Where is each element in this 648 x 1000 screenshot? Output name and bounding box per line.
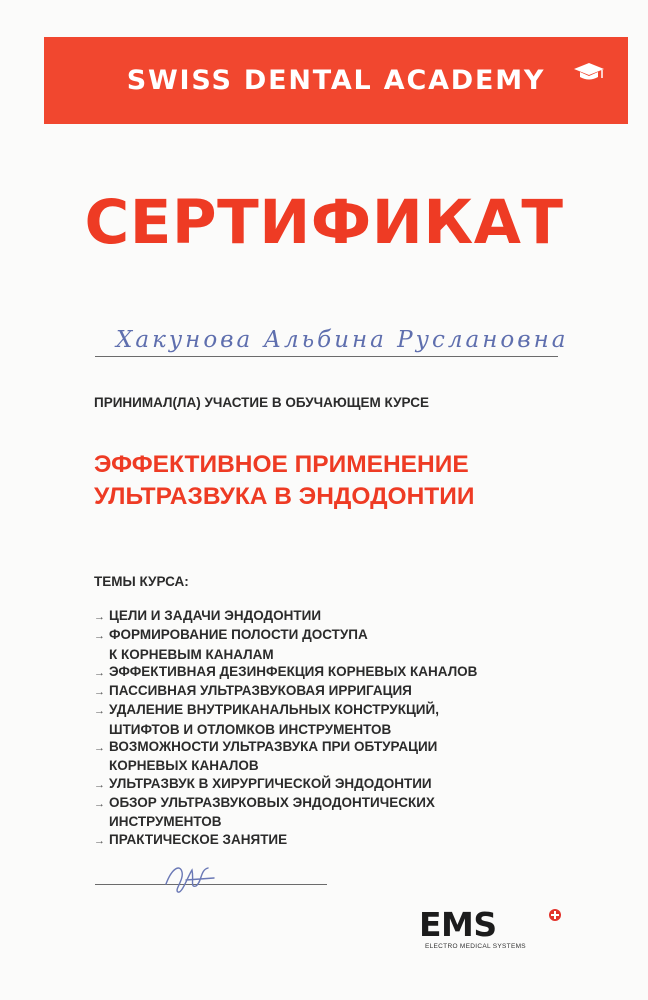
participation-statement: ПРИНИМАЛ(ЛА) УЧАСТИЕ В ОБУЧАЮЩЕМ КУРСЕ <box>94 395 429 410</box>
arrow-right-icon: → <box>94 686 105 699</box>
topic-text: ПАССИВНАЯ УЛЬТРАЗВУКОВАЯ ИРРИГАЦИЯ <box>109 683 412 699</box>
name-underline <box>95 356 558 357</box>
arrow-right-icon: → <box>94 742 105 755</box>
ems-wordmark: EMS <box>419 905 497 944</box>
topic-text: ВОЗМОЖНОСТИ УЛЬТРАЗВУКА ПРИ ОБТУРАЦИИ <box>109 739 438 755</box>
arrow-right-icon: → <box>94 630 105 643</box>
topic-text: ОБЗОР УЛЬТРАЗВУКОВЫХ ЭНДОДОНТИЧЕСКИХ <box>109 794 435 810</box>
topic-item <box>94 794 477 831</box>
topic-item <box>94 626 477 663</box>
certificate-title: СЕРТИФИКАТ <box>84 187 564 258</box>
topic-text: ЦЕЛИ И ЗАДАЧИ ЭНДОДОНТИИ <box>109 608 322 623</box>
topic-text: ФОРМИРОВАНИЕ ПОЛОСТИ ДОСТУПА <box>109 627 368 643</box>
topic-item <box>94 607 477 626</box>
topic-text-continuation: КОРНЕВЫХ КАНАЛОВ <box>109 758 259 774</box>
topic-text: ЭФФЕКТИВНАЯ ДЕЗИНФЕКЦИЯ КОРНЕВЫХ КАНАЛОВ <box>109 663 478 679</box>
swiss-cross-icon <box>549 909 561 921</box>
topic-text: УДАЛЕНИЕ ВНУТРИКАНАЛЬНЫХ КОНСТРУКЦИЙ, <box>109 702 439 718</box>
recipient-name: Хакунова Альбина Руслановна <box>116 327 569 353</box>
graduation-cap-icon <box>572 61 606 83</box>
signature <box>160 850 220 898</box>
arrow-right-icon: → <box>94 834 105 847</box>
arrow-right-icon: → <box>94 666 105 679</box>
topic-item <box>94 775 477 794</box>
course-title-line: ЭФФЕКТИВНОЕ ПРИМЕНЕНИЕ <box>94 451 469 478</box>
arrow-right-icon: → <box>94 611 105 623</box>
arrow-right-icon: → <box>94 797 105 810</box>
topic-item <box>94 831 477 850</box>
topics-heading: ТЕМЫ КУРСА: <box>94 574 189 589</box>
topic-text-continuation: ИНСТРУМЕНТОВ <box>109 814 222 830</box>
academy-name: SWISS DENTAL ACADEMY <box>126 65 546 96</box>
arrow-right-icon: → <box>94 705 105 718</box>
topic-item <box>94 738 477 775</box>
arrow-right-icon: → <box>94 778 105 791</box>
topic-text-continuation: К КОРНЕВЫМ КАНАЛАМ <box>109 646 274 662</box>
course-title-line: УЛЬТРАЗВУКА В ЭНДОДОНТИИ <box>94 483 475 510</box>
topic-text-continuation: ШТИФТОВ И ОТЛОМКОВ ИНСТРУМЕНТОВ <box>109 721 392 737</box>
ems-logo <box>417 907 565 959</box>
topic-text: УЛЬТРАЗВУК В ХИРУРГИЧЕСКОЙ ЭНДОДОНТИИ <box>109 775 432 791</box>
topics-list <box>94 607 477 850</box>
topic-text: ПРАКТИЧЕСКОЕ ЗАНЯТИЕ <box>109 831 288 847</box>
topic-item <box>94 701 477 738</box>
ems-subtitle: ELECTRO MEDICAL SYSTEMS <box>425 943 526 950</box>
header-banner <box>44 37 628 124</box>
course-title <box>94 449 474 513</box>
topic-item <box>94 682 477 701</box>
topic-item <box>94 663 477 682</box>
